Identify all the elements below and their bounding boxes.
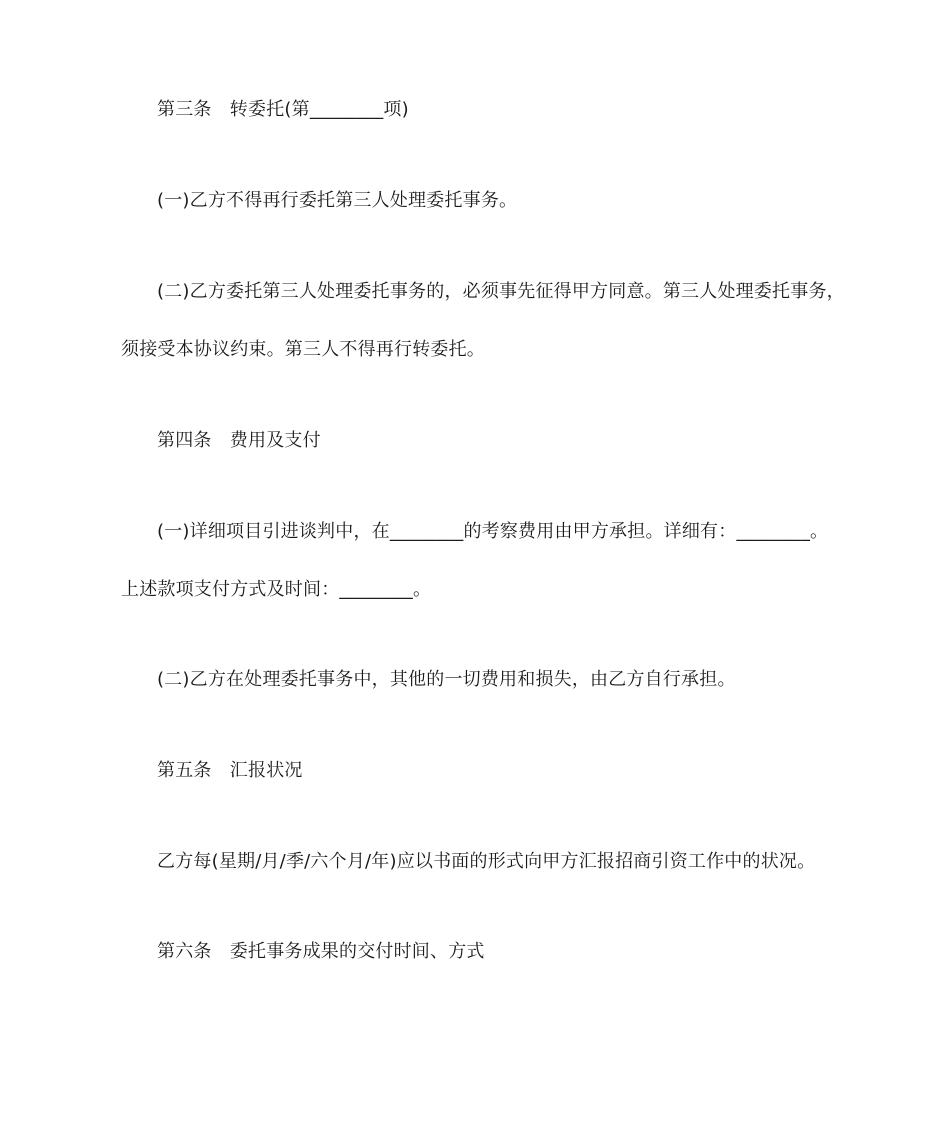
article-4-clause-2: (二)乙方在处理委托事务中，其他的一切费用和损失，由乙方自行承担。 — [157, 669, 736, 690]
article-4-clause-1: (一)详细项目引进谈判中，在________的考察费用由甲方承担。详细有：________。 — [157, 521, 829, 542]
article-4-clause-1-continued: 上述款项支付方式及时间：________。 — [121, 579, 432, 600]
article-3-clause-1: (一)乙方不得再行委托第三人处理委托事务。 — [157, 190, 518, 211]
article-3-clause-2-continued: 须接受本协议约束。第三人不得再行转委托。 — [121, 339, 485, 360]
article-3-heading: 第三条 转委托(第________项) — [157, 99, 409, 120]
article-3-clause-2: (二)乙方委托第三人处理委托事务的，必须事先征得甲方同意。第三人处理委托事务， — [157, 281, 845, 302]
article-6-heading: 第六条 委托事务成果的交付时间、方式 — [157, 941, 485, 962]
article-5-body: 乙方每(星期/月/季/六个月/年)应以书面的形式向甲方汇报招商引资工作中的状况。 — [157, 851, 816, 872]
article-5-heading: 第五条 汇报状况 — [157, 760, 303, 781]
article-4-heading: 第四条 费用及支付 — [157, 430, 321, 451]
